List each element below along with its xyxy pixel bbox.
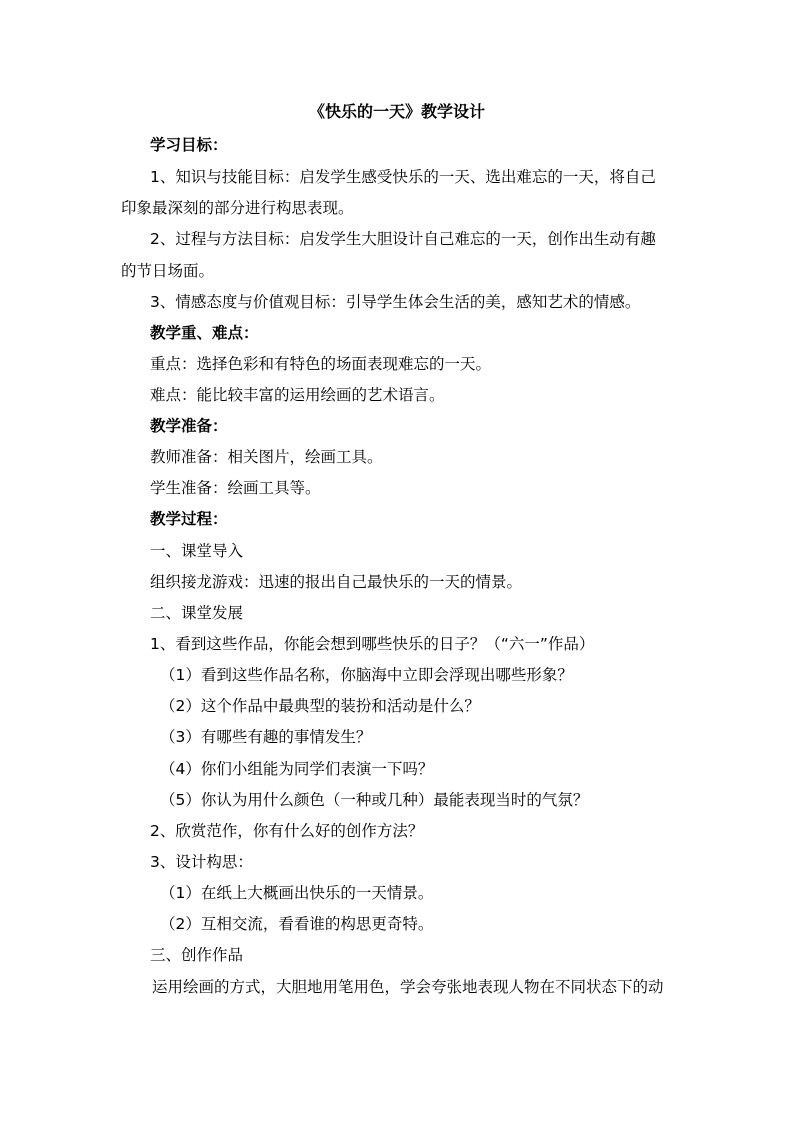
paragraph-line: 3、情感态度与价值观目标：引导学生体会生活的美，感知艺术的情感。 bbox=[150, 293, 641, 311]
paragraph-line: 2、欣赏范作，你有什么好的创作方法？ bbox=[150, 822, 424, 840]
list-item: （5）你认为用什么颜色（一种或几种）最能表现当时的气氛？ bbox=[160, 791, 589, 809]
paragraph-line: 难点：能比较丰富的运用绘画的艺术语言。 bbox=[150, 386, 445, 404]
paragraph-line: 1、知识与技能目标：启发学生感受快乐的一天、选出难忘的一天，将自己 bbox=[150, 168, 656, 186]
section-heading: 一、课堂导入 bbox=[150, 542, 244, 560]
heading-preparation: 教学准备： bbox=[150, 417, 228, 435]
section-heading: 三、创作作品 bbox=[150, 946, 244, 964]
paragraph-line: 重点：选择色彩和有特色的场面表现难忘的一天。 bbox=[150, 355, 492, 373]
paragraph-line: 的节日场面。 bbox=[121, 262, 215, 280]
paragraph-line: 印象最深刻的部分进行构思表现。 bbox=[121, 199, 354, 217]
paragraph-line: 1、看到这些作品，你能会想到哪些快乐的日子？（“六一”作品） bbox=[150, 635, 595, 653]
list-item: （1）在纸上大概画出快乐的一天情景。 bbox=[160, 884, 434, 902]
document-title: 《快乐的一天》教学设计 bbox=[308, 102, 485, 121]
section-heading: 二、课堂发展 bbox=[150, 604, 244, 622]
paragraph-line: 组织接龙游戏：迅速的报出自己最快乐的一天的情景。 bbox=[150, 573, 523, 591]
heading-key-points: 教学重、难点： bbox=[150, 324, 259, 342]
heading-process: 教学过程： bbox=[150, 510, 228, 528]
list-item: （1）看到这些作品名称，你脑海中立即会浮现出哪些形象？ bbox=[160, 666, 573, 684]
list-item: （4）你们小组能为同学们表演一下吗？ bbox=[160, 760, 434, 778]
paragraph-line: 教师准备：相关图片，绘画工具。 bbox=[150, 448, 383, 466]
list-item: （2）这个作品中最典型的装扮和活动是什么？ bbox=[160, 697, 480, 715]
paragraph-line: 3、设计构思： bbox=[150, 853, 253, 871]
paragraph-line: 2、过程与方法目标：启发学生大胆设计自己难忘的一天，创作出生动有趣 bbox=[150, 230, 656, 248]
list-item: （2）互相交流，看看谁的构思更奇特。 bbox=[160, 915, 434, 933]
paragraph-line: 运用绘画的方式，大胆地用笔用色，学会夸张地表现人物在不同状态下的动 bbox=[152, 978, 664, 996]
heading-learning-goals: 学习目标： bbox=[150, 136, 228, 154]
paragraph-line: 学生准备：绘画工具等。 bbox=[150, 479, 321, 497]
list-item: （3）有哪些有趣的事情发生？ bbox=[160, 728, 372, 746]
